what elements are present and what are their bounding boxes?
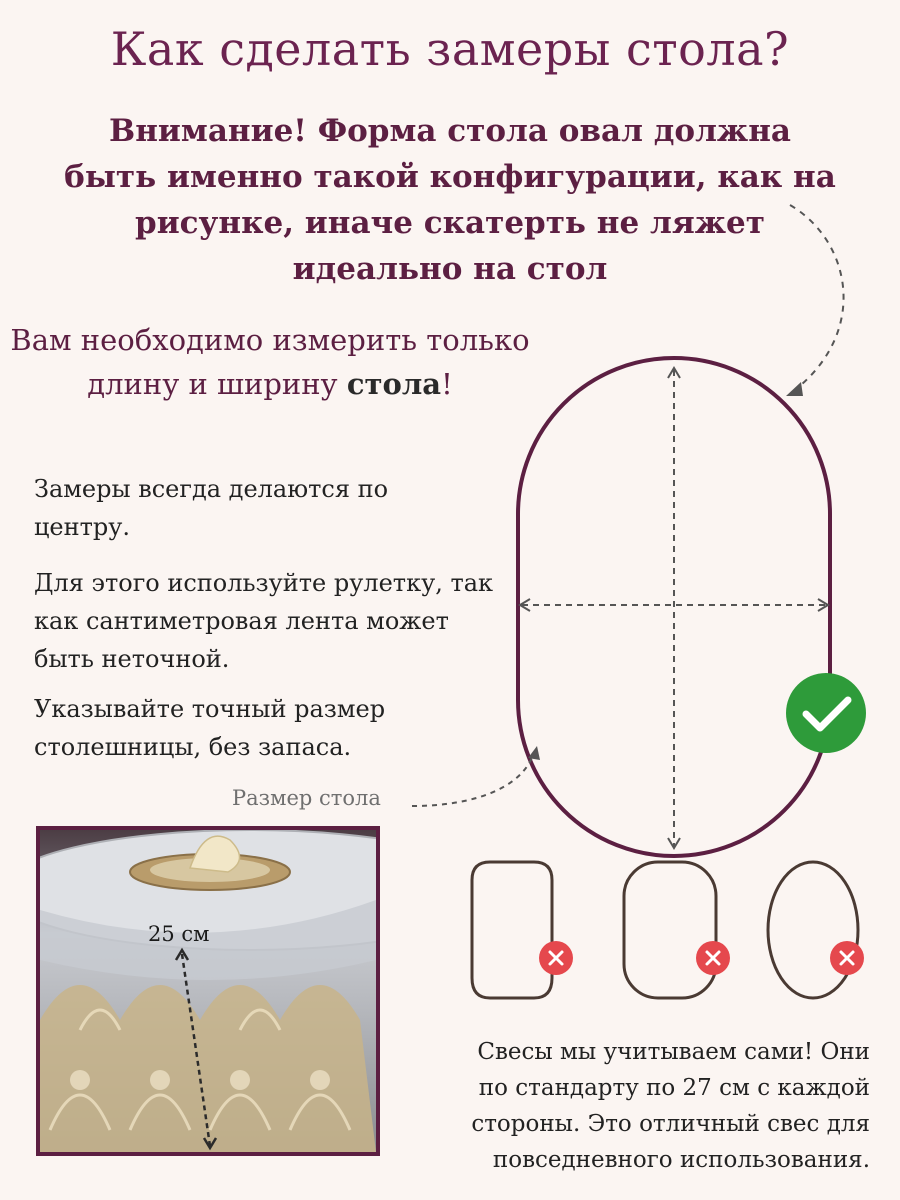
arrow-to-table-edge-head: [528, 746, 540, 760]
x-circle-icon: [539, 941, 573, 975]
page-title: Как сделать замеры стола?: [110, 22, 790, 76]
x-circle-icon: [696, 941, 730, 975]
warning-text: Внимание! Форма стола овал должна быть именно такой конфигурации, как на рисунке, иначе скатерть не ляжет идеально на стол: [64, 113, 836, 287]
x-circle-icon: [830, 941, 864, 975]
instruction-center: Замеры всегда делаются по центру.: [34, 475, 389, 541]
tablecloth-illustration: [40, 830, 376, 1152]
check-circle-icon: [786, 673, 866, 753]
size-label: Размер стола: [232, 786, 381, 810]
instruction-exact-size: Указывайте точный размер столешницы, без запаса.: [34, 695, 386, 761]
wrong-shape-ellipse: [768, 862, 858, 998]
arrow-to-oval-head: [786, 382, 803, 396]
measure-note-bold: стола: [346, 367, 442, 401]
photo-measure-label: 25 см: [148, 922, 210, 946]
tablecloth-photo: [36, 826, 380, 1156]
measure-note-suffix: !: [441, 367, 453, 401]
wrong-shape-soft-rect: [624, 862, 716, 998]
arrow-to-oval: [790, 205, 844, 390]
wrong-shape-rounded-rect: [472, 862, 552, 998]
arrow-to-table-edge: [412, 755, 533, 806]
measure-note-text: Вам необходимо измерить только длину и ширину: [10, 323, 530, 401]
overhang-note: Свесы мы учитываем сами! Они по стандарту по 27 см с каждой стороны. Это отличный свес для повседневного использования.: [471, 1039, 870, 1173]
instruction-tape: Для этого используйте рулетку, так как сантиметровая лента может быть неточной.: [34, 569, 494, 673]
